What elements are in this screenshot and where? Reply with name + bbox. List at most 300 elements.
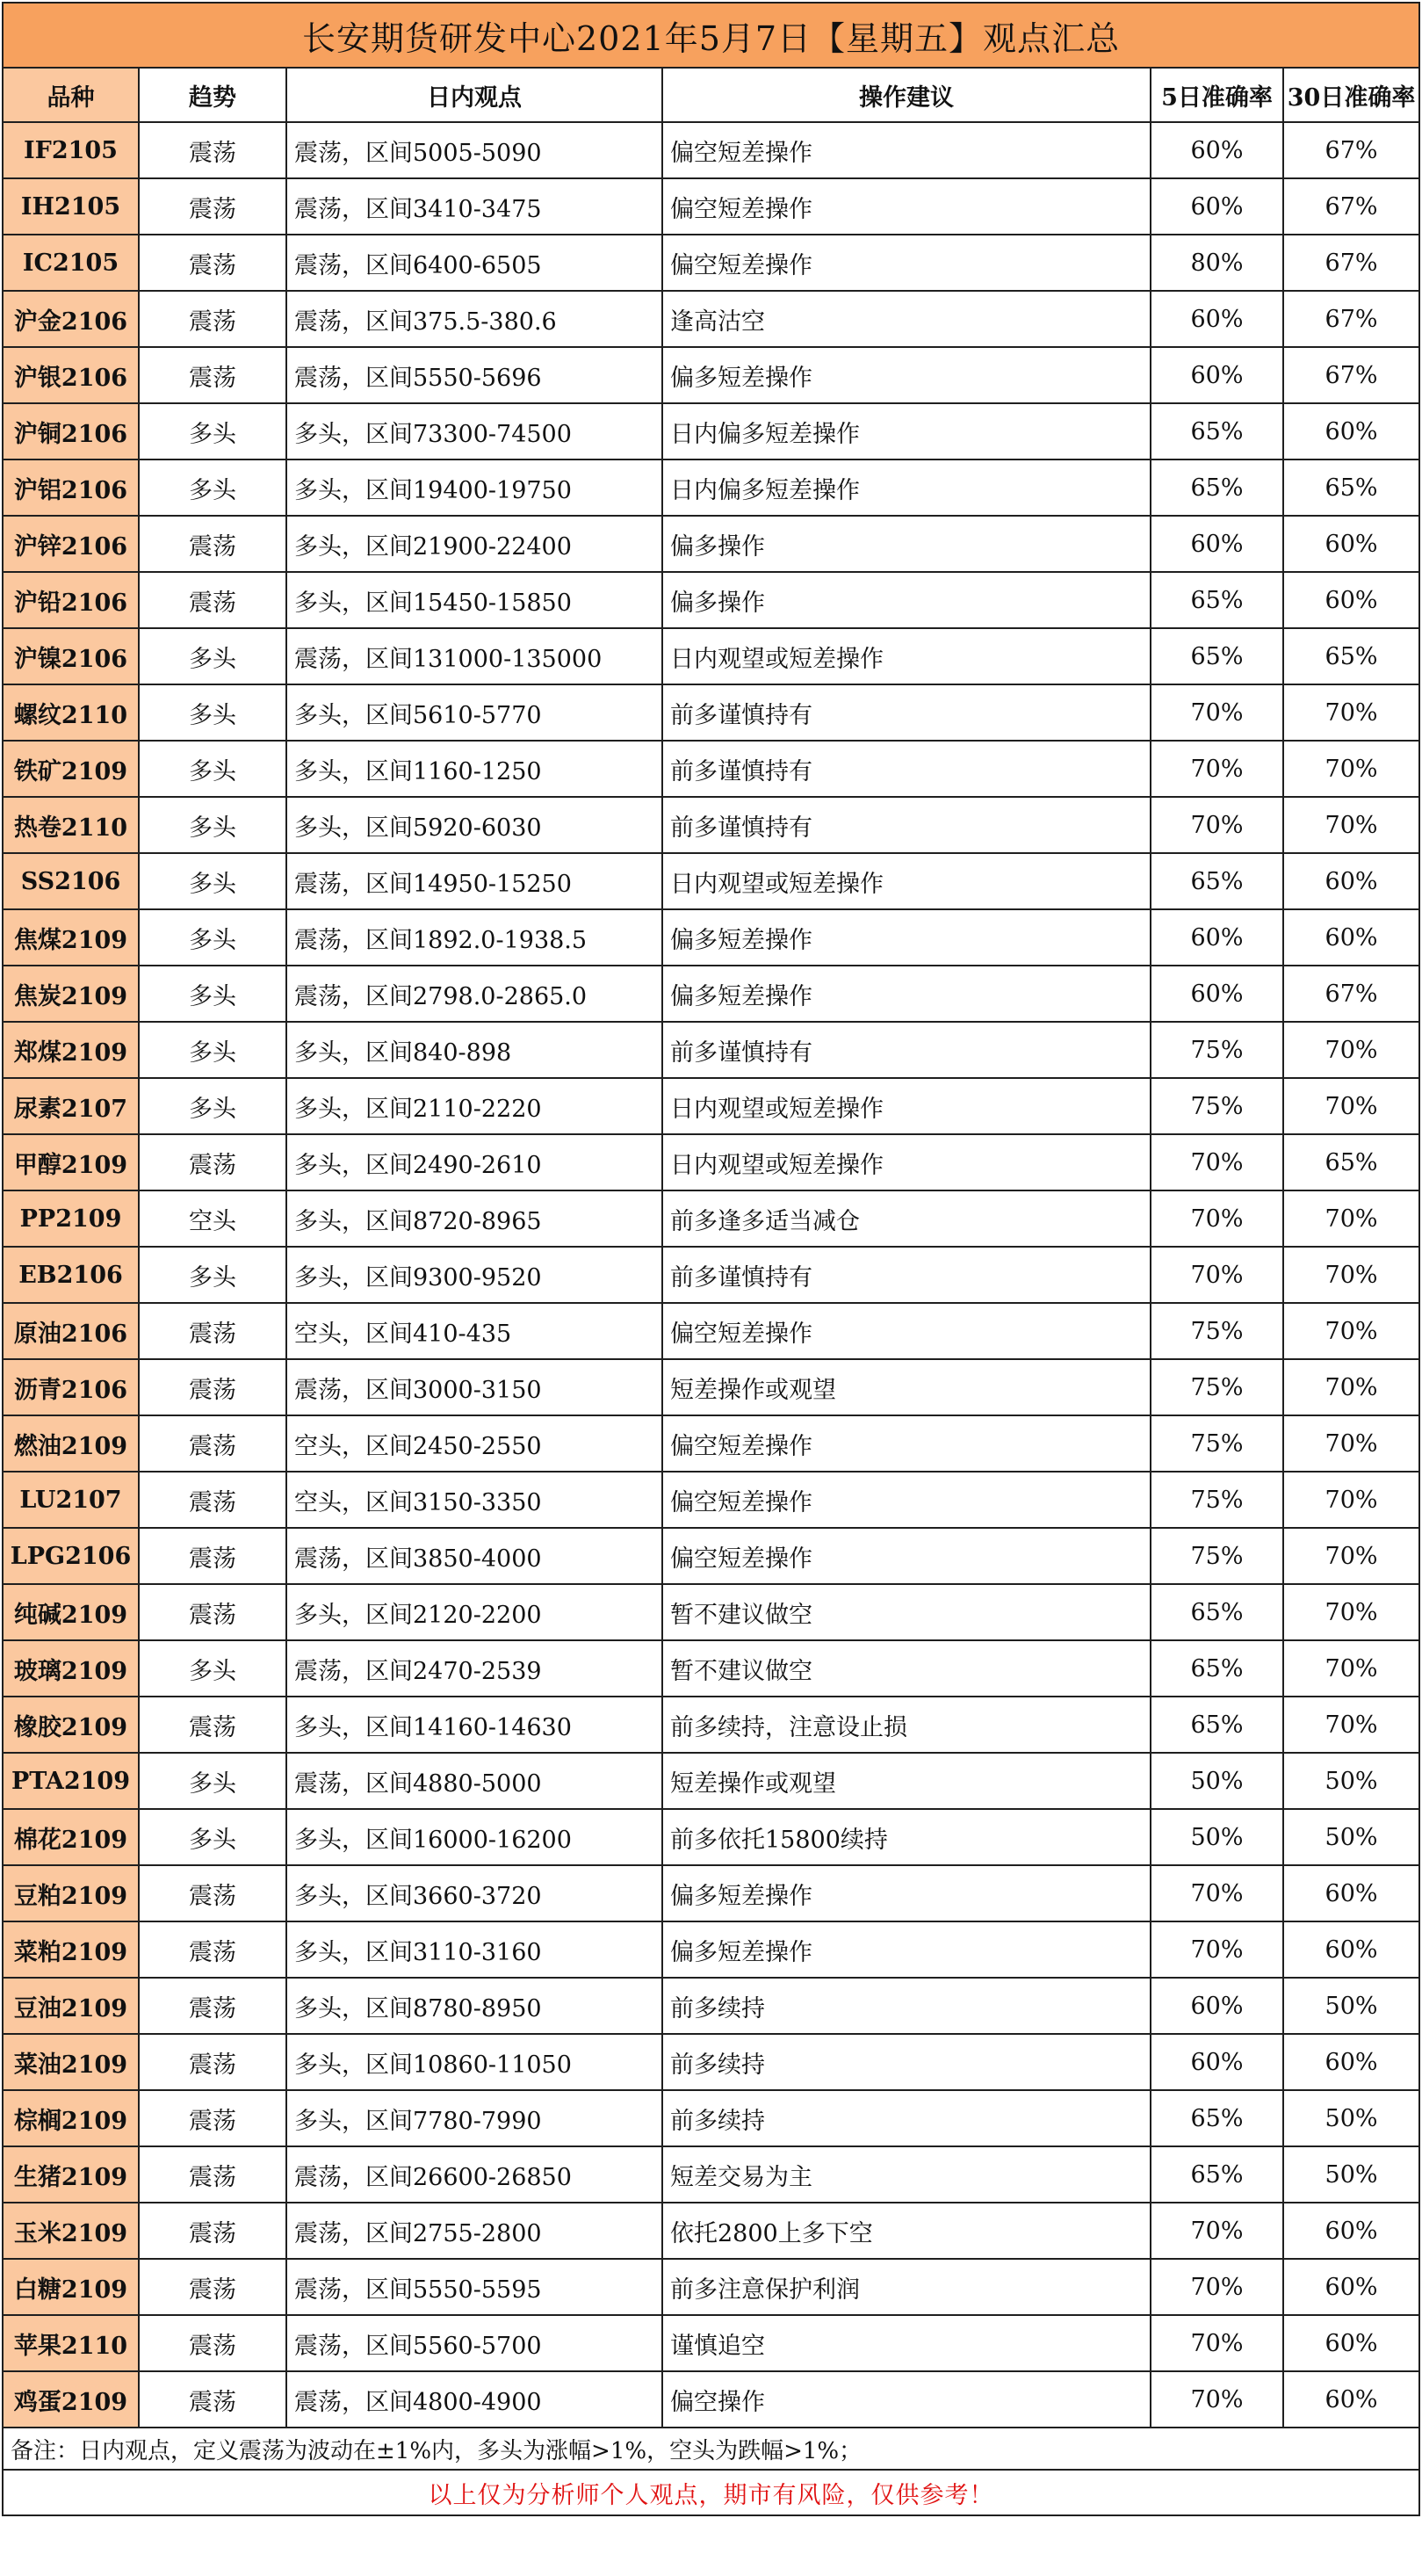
product-cell: 沪银2106 bbox=[3, 347, 139, 403]
accuracy-30d-cell: 70% bbox=[1283, 1528, 1419, 1584]
trend-cell: 多头 bbox=[139, 684, 286, 741]
accuracy-5d-cell: 60% bbox=[1151, 1978, 1283, 2034]
trend-cell: 震荡 bbox=[139, 2371, 286, 2428]
intraday-view-cell: 震荡，区间375.5-380.6 bbox=[286, 291, 662, 347]
intraday-view-cell: 多头，区间15450-15850 bbox=[286, 572, 662, 628]
table-row bbox=[3, 684, 1419, 741]
trend-cell: 多头 bbox=[139, 1809, 286, 1865]
header-row bbox=[3, 68, 1419, 122]
trend-cell: 震荡 bbox=[139, 1415, 286, 1472]
advice-cell: 偏空操作 bbox=[662, 2371, 1151, 2428]
intraday-view-cell: 多头，区间2490-2610 bbox=[286, 1134, 662, 1190]
accuracy-30d-cell: 70% bbox=[1283, 1472, 1419, 1528]
accuracy-30d-cell: 60% bbox=[1283, 403, 1419, 459]
intraday-view-cell: 多头，区间10860-11050 bbox=[286, 2034, 662, 2090]
accuracy-30d-cell: 70% bbox=[1283, 1022, 1419, 1078]
product-cell: LU2107 bbox=[3, 1472, 139, 1528]
intraday-view-cell: 震荡，区间2755-2800 bbox=[286, 2203, 662, 2259]
product-cell: 尿素2107 bbox=[3, 1078, 139, 1134]
table-body bbox=[3, 122, 1419, 2428]
accuracy-30d-cell: 70% bbox=[1283, 1584, 1419, 1640]
header-accuracy-30d: 30日准确率 bbox=[1283, 68, 1419, 122]
product-cell: 沪铅2106 bbox=[3, 572, 139, 628]
intraday-view-cell: 多头，区间9300-9520 bbox=[286, 1247, 662, 1303]
accuracy-5d-cell: 70% bbox=[1151, 1921, 1283, 1978]
intraday-view-cell: 多头，区间2120-2200 bbox=[286, 1584, 662, 1640]
trend-cell: 震荡 bbox=[139, 1528, 286, 1584]
trend-cell: 震荡 bbox=[139, 572, 286, 628]
product-cell: 郑煤2109 bbox=[3, 1022, 139, 1078]
product-cell: 沪铜2106 bbox=[3, 403, 139, 459]
advice-cell: 前多续持，注意设止损 bbox=[662, 1697, 1151, 1753]
table-row bbox=[3, 1528, 1419, 1584]
trend-cell: 震荡 bbox=[139, 1359, 286, 1415]
intraday-view-cell: 震荡，区间3410-3475 bbox=[286, 178, 662, 235]
table-row bbox=[3, 2315, 1419, 2371]
product-cell: 沥青2106 bbox=[3, 1359, 139, 1415]
trend-cell: 多头 bbox=[139, 1640, 286, 1697]
table-row bbox=[3, 741, 1419, 797]
product-cell: 燃油2109 bbox=[3, 1415, 139, 1472]
accuracy-30d-cell: 67% bbox=[1283, 122, 1419, 178]
advice-cell: 短差交易为主 bbox=[662, 2146, 1151, 2203]
table-row bbox=[3, 1640, 1419, 1697]
accuracy-5d-cell: 70% bbox=[1151, 2371, 1283, 2428]
trend-cell: 震荡 bbox=[139, 2315, 286, 2371]
advice-cell: 暂不建议做空 bbox=[662, 1584, 1151, 1640]
advice-cell: 暂不建议做空 bbox=[662, 1640, 1151, 1697]
table-row bbox=[3, 516, 1419, 572]
advice-cell: 短差操作或观望 bbox=[662, 1359, 1151, 1415]
advice-cell: 前多逢多适当减仓 bbox=[662, 1190, 1151, 1247]
product-cell: 焦煤2109 bbox=[3, 909, 139, 966]
intraday-view-cell: 震荡，区间14950-15250 bbox=[286, 853, 662, 909]
header-product: 品种 bbox=[3, 68, 139, 122]
product-cell: SS2106 bbox=[3, 853, 139, 909]
intraday-view-cell: 空头，区间2450-2550 bbox=[286, 1415, 662, 1472]
trend-cell: 多头 bbox=[139, 1022, 286, 1078]
table-row bbox=[3, 1584, 1419, 1640]
accuracy-5d-cell: 75% bbox=[1151, 1303, 1283, 1359]
accuracy-30d-cell: 70% bbox=[1283, 1303, 1419, 1359]
trend-cell: 空头 bbox=[139, 1190, 286, 1247]
table-row bbox=[3, 1753, 1419, 1809]
product-cell: 玻璃2109 bbox=[3, 1640, 139, 1697]
accuracy-5d-cell: 65% bbox=[1151, 628, 1283, 684]
product-cell: 玉米2109 bbox=[3, 2203, 139, 2259]
intraday-view-cell: 震荡，区间6400-6505 bbox=[286, 235, 662, 291]
table-row bbox=[3, 1078, 1419, 1134]
accuracy-5d-cell: 60% bbox=[1151, 178, 1283, 235]
table-row bbox=[3, 909, 1419, 966]
accuracy-5d-cell: 65% bbox=[1151, 403, 1283, 459]
table-row bbox=[3, 1921, 1419, 1978]
header-advice: 操作建议 bbox=[662, 68, 1151, 122]
advice-cell: 偏空短差操作 bbox=[662, 1415, 1151, 1472]
trend-cell: 震荡 bbox=[139, 122, 286, 178]
accuracy-30d-cell: 65% bbox=[1283, 459, 1419, 516]
table-row bbox=[3, 403, 1419, 459]
accuracy-30d-cell: 70% bbox=[1283, 1640, 1419, 1697]
accuracy-30d-cell: 70% bbox=[1283, 1078, 1419, 1134]
table-row bbox=[3, 1809, 1419, 1865]
accuracy-5d-cell: 70% bbox=[1151, 684, 1283, 741]
trend-cell: 震荡 bbox=[139, 1303, 286, 1359]
accuracy-30d-cell: 70% bbox=[1283, 741, 1419, 797]
accuracy-5d-cell: 65% bbox=[1151, 2146, 1283, 2203]
product-cell: 鸡蛋2109 bbox=[3, 2371, 139, 2428]
accuracy-5d-cell: 65% bbox=[1151, 1697, 1283, 1753]
advice-cell: 前多谨慎持有 bbox=[662, 797, 1151, 853]
advice-cell: 谨慎追空 bbox=[662, 2315, 1151, 2371]
advice-cell: 逢高沽空 bbox=[662, 291, 1151, 347]
accuracy-30d-cell: 50% bbox=[1283, 1978, 1419, 2034]
trend-cell: 多头 bbox=[139, 1078, 286, 1134]
accuracy-30d-cell: 67% bbox=[1283, 347, 1419, 403]
table-row bbox=[3, 459, 1419, 516]
accuracy-5d-cell: 65% bbox=[1151, 1640, 1283, 1697]
trend-cell: 震荡 bbox=[139, 291, 286, 347]
advice-cell: 偏空短差操作 bbox=[662, 1303, 1151, 1359]
intraday-view-cell: 震荡，区间4800-4900 bbox=[286, 2371, 662, 2428]
trend-cell: 震荡 bbox=[139, 2034, 286, 2090]
table-row bbox=[3, 2259, 1419, 2315]
accuracy-30d-cell: 67% bbox=[1283, 178, 1419, 235]
intraday-view-cell: 多头，区间7780-7990 bbox=[286, 2090, 662, 2146]
product-cell: 沪金2106 bbox=[3, 291, 139, 347]
accuracy-5d-cell: 75% bbox=[1151, 1415, 1283, 1472]
advice-cell: 偏多操作 bbox=[662, 572, 1151, 628]
product-cell: 原油2106 bbox=[3, 1303, 139, 1359]
views-table bbox=[2, 2, 1420, 2516]
product-cell: 豆油2109 bbox=[3, 1978, 139, 2034]
accuracy-30d-cell: 60% bbox=[1283, 909, 1419, 966]
accuracy-5d-cell: 65% bbox=[1151, 459, 1283, 516]
trend-cell: 震荡 bbox=[139, 516, 286, 572]
intraday-view-cell: 多头，区间2110-2220 bbox=[286, 1078, 662, 1134]
accuracy-5d-cell: 75% bbox=[1151, 1078, 1283, 1134]
advice-cell: 偏空短差操作 bbox=[662, 235, 1151, 291]
accuracy-5d-cell: 60% bbox=[1151, 516, 1283, 572]
accuracy-30d-cell: 65% bbox=[1283, 628, 1419, 684]
product-cell: 焦炭2109 bbox=[3, 966, 139, 1022]
trend-cell: 震荡 bbox=[139, 2203, 286, 2259]
product-cell: PP2109 bbox=[3, 1190, 139, 1247]
intraday-view-cell: 震荡，区间5005-5090 bbox=[286, 122, 662, 178]
accuracy-30d-cell: 60% bbox=[1283, 853, 1419, 909]
trend-cell: 震荡 bbox=[139, 2146, 286, 2203]
accuracy-5d-cell: 75% bbox=[1151, 1022, 1283, 1078]
intraday-view-cell: 多头，区间8720-8965 bbox=[286, 1190, 662, 1247]
trend-cell: 震荡 bbox=[139, 235, 286, 291]
advice-cell: 日内偏多短差操作 bbox=[662, 403, 1151, 459]
advice-cell: 偏多短差操作 bbox=[662, 1921, 1151, 1978]
accuracy-30d-cell: 60% bbox=[1283, 2315, 1419, 2371]
accuracy-5d-cell: 70% bbox=[1151, 1865, 1283, 1921]
advice-cell: 偏多短差操作 bbox=[662, 1865, 1151, 1921]
product-cell: IC2105 bbox=[3, 235, 139, 291]
trend-cell: 多头 bbox=[139, 1753, 286, 1809]
product-cell: 棉花2109 bbox=[3, 1809, 139, 1865]
table-row bbox=[3, 572, 1419, 628]
advice-cell: 日内观望或短差操作 bbox=[662, 1078, 1151, 1134]
accuracy-5d-cell: 75% bbox=[1151, 1472, 1283, 1528]
accuracy-5d-cell: 65% bbox=[1151, 572, 1283, 628]
table-row bbox=[3, 1303, 1419, 1359]
product-cell: 螺纹2110 bbox=[3, 684, 139, 741]
advice-cell: 偏多操作 bbox=[662, 516, 1151, 572]
table-row bbox=[3, 628, 1419, 684]
disclaimer-row bbox=[3, 2470, 1419, 2515]
accuracy-30d-cell: 70% bbox=[1283, 1359, 1419, 1415]
accuracy-5d-cell: 65% bbox=[1151, 853, 1283, 909]
trend-cell: 多头 bbox=[139, 459, 286, 516]
product-cell: EB2106 bbox=[3, 1247, 139, 1303]
intraday-view-cell: 多头，区间73300-74500 bbox=[286, 403, 662, 459]
table-row bbox=[3, 122, 1419, 178]
intraday-view-cell: 多头，区间19400-19750 bbox=[286, 459, 662, 516]
product-cell: 甲醇2109 bbox=[3, 1134, 139, 1190]
page-title: 长安期货研发中心2021年5月7日【星期五】观点汇总 bbox=[3, 3, 1419, 68]
table-row bbox=[3, 291, 1419, 347]
accuracy-5d-cell: 60% bbox=[1151, 909, 1283, 966]
accuracy-5d-cell: 70% bbox=[1151, 1247, 1283, 1303]
table-row bbox=[3, 853, 1419, 909]
product-cell: 菜油2109 bbox=[3, 2034, 139, 2090]
product-cell: 豆粕2109 bbox=[3, 1865, 139, 1921]
table-row bbox=[3, 1865, 1419, 1921]
product-cell: PTA2109 bbox=[3, 1753, 139, 1809]
accuracy-30d-cell: 70% bbox=[1283, 684, 1419, 741]
intraday-view-cell: 震荡，区间26600-26850 bbox=[286, 2146, 662, 2203]
product-cell: 橡胶2109 bbox=[3, 1697, 139, 1753]
trend-cell: 震荡 bbox=[139, 347, 286, 403]
advice-cell: 日内偏多短差操作 bbox=[662, 459, 1151, 516]
accuracy-30d-cell: 70% bbox=[1283, 1190, 1419, 1247]
intraday-view-cell: 震荡，区间2798.0-2865.0 bbox=[286, 966, 662, 1022]
product-cell: 生猪2109 bbox=[3, 2146, 139, 2203]
table-row bbox=[3, 235, 1419, 291]
advice-cell: 日内观望或短差操作 bbox=[662, 1134, 1151, 1190]
accuracy-5d-cell: 50% bbox=[1151, 1753, 1283, 1809]
table-row bbox=[3, 347, 1419, 403]
trend-cell: 震荡 bbox=[139, 1584, 286, 1640]
summary-sheet bbox=[2, 2, 1418, 2516]
trend-cell: 震荡 bbox=[139, 2090, 286, 2146]
intraday-view-cell: 多头，区间8780-8950 bbox=[286, 1978, 662, 2034]
accuracy-5d-cell: 60% bbox=[1151, 966, 1283, 1022]
intraday-view-cell: 多头，区间16000-16200 bbox=[286, 1809, 662, 1865]
accuracy-30d-cell: 60% bbox=[1283, 2034, 1419, 2090]
accuracy-30d-cell: 60% bbox=[1283, 2371, 1419, 2428]
advice-cell: 前多谨慎持有 bbox=[662, 1022, 1151, 1078]
table-row bbox=[3, 966, 1419, 1022]
accuracy-5d-cell: 65% bbox=[1151, 1584, 1283, 1640]
accuracy-5d-cell: 60% bbox=[1151, 347, 1283, 403]
accuracy-5d-cell: 75% bbox=[1151, 1359, 1283, 1415]
product-cell: 菜粕2109 bbox=[3, 1921, 139, 1978]
trend-cell: 多头 bbox=[139, 909, 286, 966]
accuracy-5d-cell: 75% bbox=[1151, 1528, 1283, 1584]
advice-cell: 偏多短差操作 bbox=[662, 909, 1151, 966]
accuracy-30d-cell: 50% bbox=[1283, 1809, 1419, 1865]
product-cell: 沪锌2106 bbox=[3, 516, 139, 572]
table-row bbox=[3, 797, 1419, 853]
trend-cell: 多头 bbox=[139, 797, 286, 853]
advice-cell: 前多续持 bbox=[662, 2090, 1151, 2146]
intraday-view-cell: 多头，区间840-898 bbox=[286, 1022, 662, 1078]
trend-cell: 多头 bbox=[139, 853, 286, 909]
accuracy-5d-cell: 80% bbox=[1151, 235, 1283, 291]
intraday-view-cell: 多头，区间3660-3720 bbox=[286, 1865, 662, 1921]
product-cell: 热卷2110 bbox=[3, 797, 139, 853]
advice-cell: 前多谨慎持有 bbox=[662, 741, 1151, 797]
accuracy-5d-cell: 70% bbox=[1151, 2259, 1283, 2315]
advice-cell: 偏多短差操作 bbox=[662, 966, 1151, 1022]
note-row bbox=[3, 2428, 1419, 2470]
product-cell: LPG2106 bbox=[3, 1528, 139, 1584]
advice-cell: 偏空短差操作 bbox=[662, 178, 1151, 235]
advice-cell: 偏空短差操作 bbox=[662, 1472, 1151, 1528]
accuracy-5d-cell: 50% bbox=[1151, 1809, 1283, 1865]
product-cell: 白糖2109 bbox=[3, 2259, 139, 2315]
disclaimer: 以上仅为分析师个人观点，期市有风险，仅供参考！ bbox=[3, 2470, 1419, 2515]
accuracy-5d-cell: 70% bbox=[1151, 2203, 1283, 2259]
header-trend: 趋势 bbox=[139, 68, 286, 122]
accuracy-30d-cell: 67% bbox=[1283, 966, 1419, 1022]
trend-cell: 震荡 bbox=[139, 1472, 286, 1528]
accuracy-30d-cell: 70% bbox=[1283, 1415, 1419, 1472]
trend-cell: 震荡 bbox=[139, 178, 286, 235]
trend-cell: 震荡 bbox=[139, 1697, 286, 1753]
accuracy-30d-cell: 50% bbox=[1283, 2090, 1419, 2146]
trend-cell: 多头 bbox=[139, 741, 286, 797]
product-cell: 沪铝2106 bbox=[3, 459, 139, 516]
advice-cell: 前多续持 bbox=[662, 1978, 1151, 2034]
accuracy-30d-cell: 60% bbox=[1283, 1865, 1419, 1921]
intraday-view-cell: 空头，区间410-435 bbox=[286, 1303, 662, 1359]
table-row bbox=[3, 2090, 1419, 2146]
advice-cell: 前多注意保护利润 bbox=[662, 2259, 1151, 2315]
accuracy-5d-cell: 70% bbox=[1151, 1190, 1283, 1247]
product-cell: 纯碱2109 bbox=[3, 1584, 139, 1640]
table-row bbox=[3, 1359, 1419, 1415]
accuracy-30d-cell: 50% bbox=[1283, 2146, 1419, 2203]
accuracy-5d-cell: 70% bbox=[1151, 797, 1283, 853]
accuracy-30d-cell: 60% bbox=[1283, 516, 1419, 572]
table-row bbox=[3, 1978, 1419, 2034]
table-row bbox=[3, 1247, 1419, 1303]
table-row bbox=[3, 1415, 1419, 1472]
advice-cell: 日内观望或短差操作 bbox=[662, 628, 1151, 684]
table-row bbox=[3, 2371, 1419, 2428]
advice-cell: 前多依托15800续持 bbox=[662, 1809, 1151, 1865]
trend-cell: 震荡 bbox=[139, 1978, 286, 2034]
advice-cell: 前多谨慎持有 bbox=[662, 684, 1151, 741]
trend-cell: 震荡 bbox=[139, 1134, 286, 1190]
accuracy-30d-cell: 60% bbox=[1283, 2203, 1419, 2259]
trend-cell: 多头 bbox=[139, 628, 286, 684]
intraday-view-cell: 多头，区间3110-3160 bbox=[286, 1921, 662, 1978]
intraday-view-cell: 震荡，区间5550-5595 bbox=[286, 2259, 662, 2315]
table-row bbox=[3, 2034, 1419, 2090]
accuracy-5d-cell: 65% bbox=[1151, 2090, 1283, 2146]
table-row bbox=[3, 2146, 1419, 2203]
accuracy-30d-cell: 65% bbox=[1283, 1134, 1419, 1190]
intraday-view-cell: 多头，区间5610-5770 bbox=[286, 684, 662, 741]
table-row bbox=[3, 1472, 1419, 1528]
accuracy-30d-cell: 70% bbox=[1283, 1247, 1419, 1303]
accuracy-30d-cell: 70% bbox=[1283, 797, 1419, 853]
intraday-view-cell: 震荡，区间2470-2539 bbox=[286, 1640, 662, 1697]
accuracy-5d-cell: 70% bbox=[1151, 1134, 1283, 1190]
intraday-view-cell: 多头，区间5920-6030 bbox=[286, 797, 662, 853]
intraday-view-cell: 震荡，区间3850-4000 bbox=[286, 1528, 662, 1584]
intraday-view-cell: 空头，区间3150-3350 bbox=[286, 1472, 662, 1528]
intraday-view-cell: 多头，区间1160-1250 bbox=[286, 741, 662, 797]
trend-cell: 震荡 bbox=[139, 1865, 286, 1921]
accuracy-5d-cell: 60% bbox=[1151, 122, 1283, 178]
table-row bbox=[3, 1190, 1419, 1247]
intraday-view-cell: 多头，区间21900-22400 bbox=[286, 516, 662, 572]
header-intraday-view: 日内观点 bbox=[286, 68, 662, 122]
product-cell: 棕榈2109 bbox=[3, 2090, 139, 2146]
accuracy-30d-cell: 60% bbox=[1283, 572, 1419, 628]
accuracy-5d-cell: 60% bbox=[1151, 291, 1283, 347]
intraday-view-cell: 震荡，区间5560-5700 bbox=[286, 2315, 662, 2371]
accuracy-30d-cell: 70% bbox=[1283, 1697, 1419, 1753]
product-cell: 沪镍2106 bbox=[3, 628, 139, 684]
header-accuracy-5d: 5日准确率 bbox=[1151, 68, 1283, 122]
table-row bbox=[3, 1022, 1419, 1078]
accuracy-30d-cell: 60% bbox=[1283, 1921, 1419, 1978]
accuracy-5d-cell: 60% bbox=[1151, 2034, 1283, 2090]
accuracy-30d-cell: 60% bbox=[1283, 2259, 1419, 2315]
trend-cell: 多头 bbox=[139, 403, 286, 459]
advice-cell: 前多谨慎持有 bbox=[662, 1247, 1151, 1303]
intraday-view-cell: 震荡，区间3000-3150 bbox=[286, 1359, 662, 1415]
footnote: 备注：日内观点，定义震荡为波动在±1%内，多头为涨幅>1%，空头为跌幅>1%； bbox=[3, 2428, 1419, 2470]
trend-cell: 多头 bbox=[139, 1247, 286, 1303]
table-row bbox=[3, 1134, 1419, 1190]
accuracy-5d-cell: 70% bbox=[1151, 2315, 1283, 2371]
intraday-view-cell: 震荡，区间4880-5000 bbox=[286, 1753, 662, 1809]
advice-cell: 依托2800上多下空 bbox=[662, 2203, 1151, 2259]
product-cell: IH2105 bbox=[3, 178, 139, 235]
trend-cell: 震荡 bbox=[139, 2259, 286, 2315]
product-cell: 铁矿2109 bbox=[3, 741, 139, 797]
accuracy-5d-cell: 70% bbox=[1151, 741, 1283, 797]
trend-cell: 震荡 bbox=[139, 1921, 286, 1978]
advice-cell: 前多续持 bbox=[662, 2034, 1151, 2090]
advice-cell: 偏多短差操作 bbox=[662, 347, 1151, 403]
advice-cell: 日内观望或短差操作 bbox=[662, 853, 1151, 909]
intraday-view-cell: 震荡，区间131000-135000 bbox=[286, 628, 662, 684]
intraday-view-cell: 震荡，区间5550-5696 bbox=[286, 347, 662, 403]
accuracy-30d-cell: 67% bbox=[1283, 235, 1419, 291]
title-row bbox=[3, 3, 1419, 68]
intraday-view-cell: 多头，区间14160-14630 bbox=[286, 1697, 662, 1753]
table-row bbox=[3, 178, 1419, 235]
advice-cell: 偏空短差操作 bbox=[662, 1528, 1151, 1584]
advice-cell: 短差操作或观望 bbox=[662, 1753, 1151, 1809]
table-row bbox=[3, 1697, 1419, 1753]
product-cell: IF2105 bbox=[3, 122, 139, 178]
accuracy-30d-cell: 67% bbox=[1283, 291, 1419, 347]
intraday-view-cell: 震荡，区间1892.0-1938.5 bbox=[286, 909, 662, 966]
accuracy-30d-cell: 50% bbox=[1283, 1753, 1419, 1809]
advice-cell: 偏空短差操作 bbox=[662, 122, 1151, 178]
